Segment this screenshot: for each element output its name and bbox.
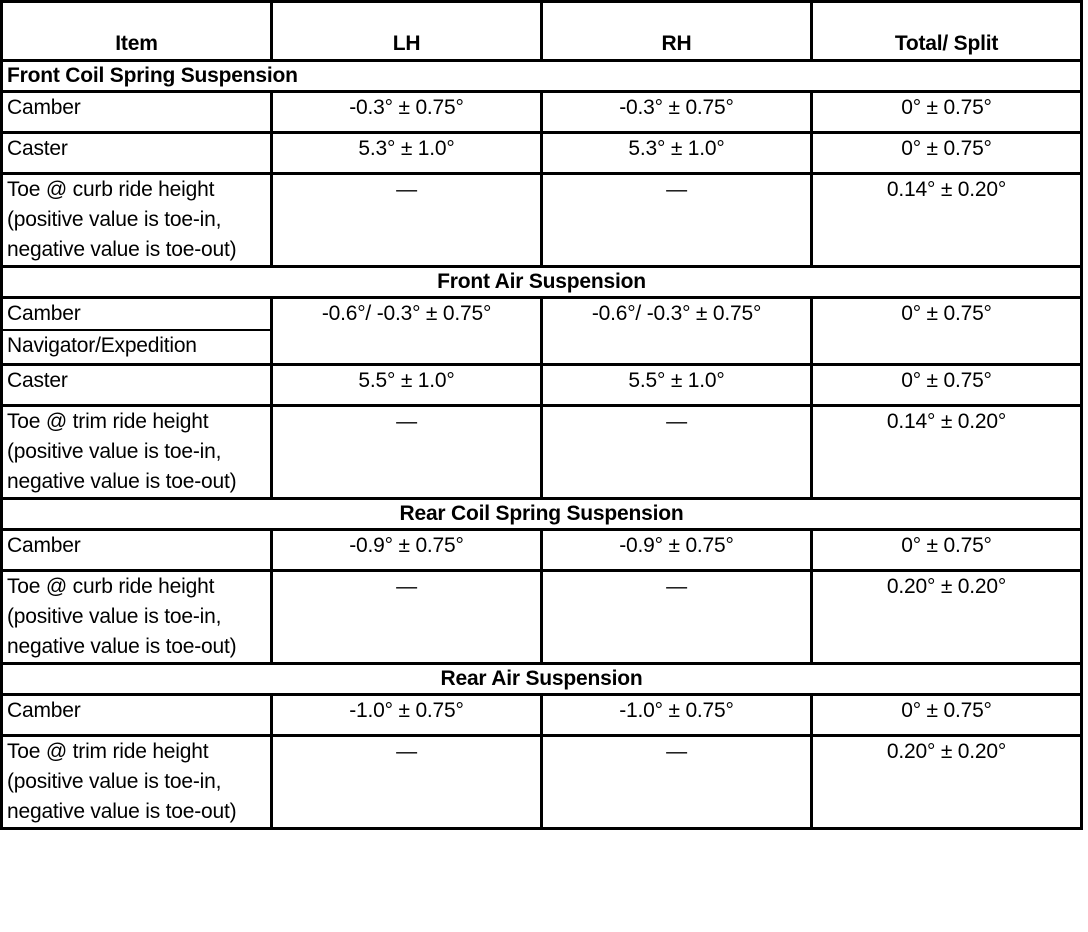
- table-row: [2, 571, 1082, 664]
- item-label: [2, 406, 272, 499]
- section-title-rear-coil: Rear Coil Spring Suspension: [2, 499, 1082, 530]
- item-label: [2, 174, 272, 267]
- lh-value: -0.3° ± 0.75°: [272, 92, 542, 133]
- header-lh: LH: [272, 2, 542, 61]
- table-row: [2, 695, 1082, 736]
- item-label: Caster: [2, 133, 272, 174]
- rh-value: -1.0° ± 0.75°: [542, 695, 812, 736]
- toe-label-line: Toe @ curb ride height: [7, 575, 215, 598]
- lh-value: -0.9° ± 0.75°: [272, 530, 542, 571]
- toe-label-line: negative value is toe-out): [7, 470, 237, 493]
- header-item: Item: [2, 2, 272, 61]
- section-title-front-air: Front Air Suspension: [2, 267, 1082, 298]
- table-row: [2, 92, 1082, 133]
- lh-value: —: [272, 571, 542, 664]
- rh-value: 5.3° ± 1.0°: [542, 133, 812, 174]
- lh-value: 5.3° ± 1.0°: [272, 133, 542, 174]
- camber-sublabel: Navigator/Expedition: [3, 329, 270, 361]
- header-row: [2, 2, 1082, 61]
- toe-label-line: (positive value is toe-in,: [7, 770, 222, 793]
- item-label: [2, 298, 272, 365]
- table-row: [2, 406, 1082, 499]
- toe-label-line: negative value is toe-out): [7, 635, 237, 658]
- item-label: Camber: [2, 92, 272, 133]
- toe-label-line: Toe @ trim ride height: [7, 410, 209, 433]
- toe-label-line: (positive value is toe-in,: [7, 605, 222, 628]
- total-value: 0.20° ± 0.20°: [812, 571, 1082, 664]
- rh-value: —: [542, 571, 812, 664]
- lh-value: —: [272, 174, 542, 267]
- table-row: [2, 174, 1082, 267]
- lh-value: -0.6°/ -0.3° ± 0.75°: [272, 298, 542, 365]
- lh-value: —: [272, 736, 542, 829]
- table-row: [2, 736, 1082, 829]
- table-row: [2, 133, 1082, 174]
- toe-label-line: Toe @ curb ride height: [7, 178, 215, 201]
- section-row-front-air: [2, 267, 1082, 298]
- rh-value: -0.3° ± 0.75°: [542, 92, 812, 133]
- total-value: 0.14° ± 0.20°: [812, 406, 1082, 499]
- item-label: Caster: [2, 365, 272, 406]
- toe-label-line: negative value is toe-out): [7, 238, 237, 261]
- section-row-rear-air: [2, 664, 1082, 695]
- table-row: [2, 530, 1082, 571]
- lh-value: —: [272, 406, 542, 499]
- header-total-split: Total/ Split: [812, 2, 1082, 61]
- table-row: [2, 365, 1082, 406]
- total-value: 0° ± 0.75°: [812, 298, 1082, 365]
- camber-label: Camber: [7, 302, 81, 325]
- header-rh: RH: [542, 2, 812, 61]
- rh-value: -0.6°/ -0.3° ± 0.75°: [542, 298, 812, 365]
- toe-label-line: negative value is toe-out): [7, 800, 237, 823]
- lh-value: -1.0° ± 0.75°: [272, 695, 542, 736]
- table-row: [2, 298, 1082, 365]
- total-value: 0° ± 0.75°: [812, 695, 1082, 736]
- section-row-front-coil: [2, 61, 1082, 92]
- total-value: 0.14° ± 0.20°: [812, 174, 1082, 267]
- rh-value: 5.5° ± 1.0°: [542, 365, 812, 406]
- item-label: [2, 571, 272, 664]
- total-value: 0.20° ± 0.20°: [812, 736, 1082, 829]
- item-label: Camber: [2, 695, 272, 736]
- lh-value: 5.5° ± 1.0°: [272, 365, 542, 406]
- total-value: 0° ± 0.75°: [812, 530, 1082, 571]
- total-value: 0° ± 0.75°: [812, 133, 1082, 174]
- item-label: Camber: [2, 530, 272, 571]
- rh-value: —: [542, 174, 812, 267]
- toe-label-line: Toe @ trim ride height: [7, 740, 209, 763]
- section-title-front-coil: Front Coil Spring Suspension: [2, 61, 1082, 92]
- rh-value: —: [542, 736, 812, 829]
- section-title-rear-air: Rear Air Suspension: [2, 664, 1082, 695]
- toe-label-line: (positive value is toe-in,: [7, 208, 222, 231]
- total-value: 0° ± 0.75°: [812, 92, 1082, 133]
- rh-value: -0.9° ± 0.75°: [542, 530, 812, 571]
- toe-label-line: (positive value is toe-in,: [7, 440, 222, 463]
- total-value: 0° ± 0.75°: [812, 365, 1082, 406]
- item-label: [2, 736, 272, 829]
- rh-value: —: [542, 406, 812, 499]
- section-row-rear-coil: [2, 499, 1082, 530]
